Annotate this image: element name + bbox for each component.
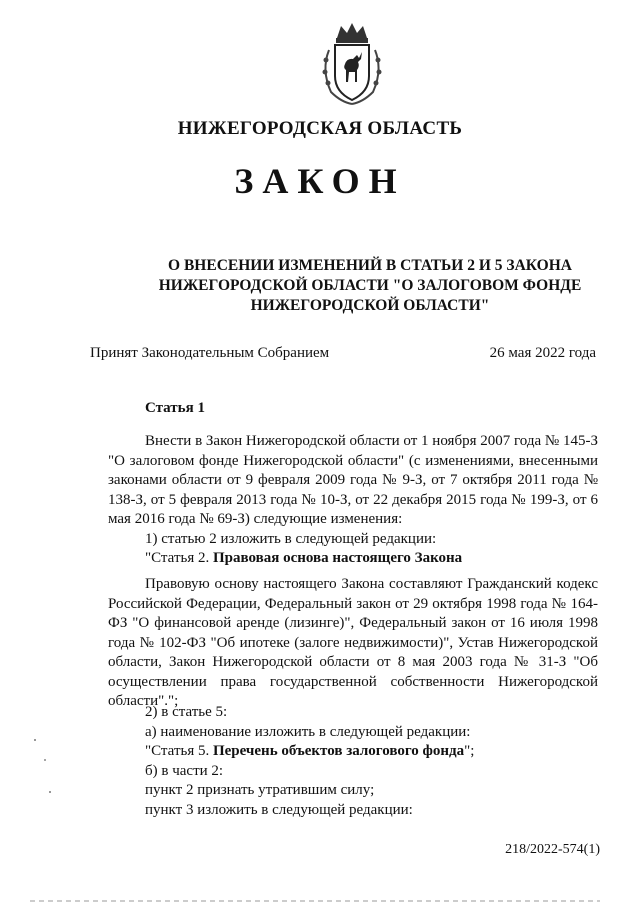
quote-close: ";	[464, 743, 475, 759]
list-item: 2) в статье 5:	[145, 704, 228, 720]
quoted-article-label: "Статья 5.	[145, 743, 213, 759]
document-number: 218/2022-574(1)	[505, 842, 600, 857]
law-heading-line: О ВНЕСЕНИИ ИЗМЕНЕНИЙ В СТАТЬИ 2 И 5 ЗАКОНА	[168, 257, 572, 274]
list-item: пункт 3 изложить в следующей редакции:	[145, 801, 413, 818]
article-heading: Статья 1	[145, 400, 205, 416]
list-item: 1) статью 2 изложить в следующей редакции:	[145, 530, 437, 547]
intro-paragraph: Внести в Закон Нижегородской области от 1 ноября 2007 года № 145-З "О залоговом фонде Нижегородской области" (с изменениями, внесенными законами области от 9 февраля 2009 года № 9-З, от 7 октября 2011 года № 138-З, от 5 февраля 2013 года № 10-З, от 22 декабря 2015 года № 199-З, от 6 мая 2016 года № 69-З) следующие изменения:	[108, 433, 598, 527]
adoption-text: Принят Законодательным Собранием	[90, 345, 330, 361]
quoted-article-label: "Статья 2.	[145, 550, 213, 566]
legal-basis-paragraph: Правовую основу настоящего Закона составляют Гражданский кодекс Российской Федерации, Федеральный закон от 29 октября 1998 года № 164-ФЗ "О финансовой аренде (лизинге)", Федеральный закон от 16 июля 1998 года № 102-ФЗ "Об ипотеке (залоге недвижимости)", Устав Нижегородской области, Закон Нижегородской области от 8 мая 2003 года № 31-З "Об осуществлении права государственной собственности Нижегородской области".";	[108, 576, 598, 709]
quoted-article-title: Перечень объектов залогового фонда	[212, 743, 465, 759]
law-heading-line: НИЖЕГОРОДСКОЙ ОБЛАСТИ"	[250, 297, 490, 314]
law-heading-line: НИЖЕГОРОДСКОЙ ОБЛАСТИ "О ЗАЛОГОВОМ ФОНДЕ	[158, 277, 582, 294]
adoption-date: 26 мая 2022 года	[489, 345, 596, 361]
document-type: ЗАКОН	[234, 161, 406, 201]
region-name: НИЖЕГОРОДСКАЯ ОБЛАСТЬ	[177, 118, 463, 139]
quoted-article-title: Правовая основа настоящего Закона	[212, 550, 463, 566]
list-item: пункт 2 признать утратившим силу;	[145, 782, 375, 798]
list-item: б) в части 2:	[145, 762, 224, 779]
list-item: а) наименование изложить в следующей редакции:	[145, 723, 471, 740]
